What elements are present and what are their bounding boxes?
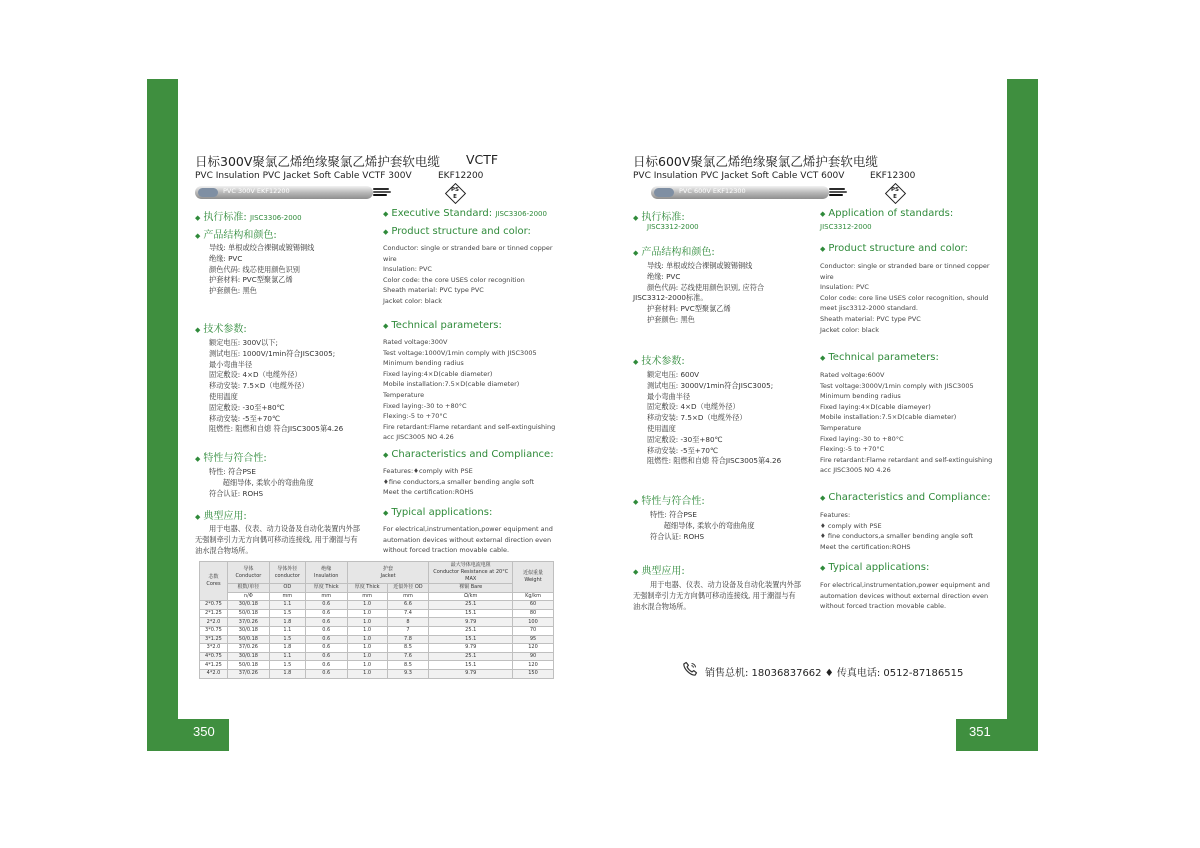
table-row: [200, 652, 554, 661]
diamond-bullet-icon: ◆: [195, 513, 201, 521]
table-header-cell: 近似重量 Weight: [513, 562, 554, 593]
table-cell: 60: [513, 601, 554, 610]
left-page-number: 350: [193, 724, 215, 739]
right-page-number: 351: [969, 724, 991, 739]
table-cell: 70: [513, 626, 554, 635]
table-cell: 8: [387, 618, 429, 627]
left-cable-wires: [373, 188, 391, 197]
left-title: 日标300V聚氯乙烯绝缘聚氯乙烯护套软电缆: [195, 154, 440, 169]
table-cell: 1.8: [269, 669, 305, 678]
table-cell: 2*2.0: [200, 618, 228, 627]
table-cell: 1.5: [269, 661, 305, 670]
table-cell: 9.3: [387, 669, 429, 678]
right-zh-standard-heading: ◆ 执行标准:: [633, 212, 685, 223]
phone-icon: [682, 661, 698, 677]
table-row: [200, 635, 554, 644]
left-zh-technical-text: 额定电压: 300V以下; 测试电压: 1000V/1min符合JISC3005; 最小弯曲半径 固定敷设: 4×D（电缆外径） 移动安装: 7.5×D（电缆外径） 使用温度 固定敷设: -30至+80℃ 移动安装: -5至+70℃ 阻燃性: 阻燃和自熄 符合JISC3005第4.26: [209, 338, 344, 434]
right-en-technical-text: Rated voltage:600V Test voltage:3000V/1min comply with JISC3005 Minimum bending radius Fixed laying:4×D(cable diameyer) Mobile installation:7.5×D(cable diameter) Temperature Fixed laying:-30 to +80°C Flexing:-5 to +70°C Fire retardant:Flame retardant and self-extinguishing acc JISC3005 NO 4.26: [820, 371, 993, 475]
left-en-structure-text: Conductor: single or stranded bare or tinned copper wire Insulation: PVC Color code: the core USES color recognition Sheath material: PVC type PVC Jacket color: black: [383, 244, 553, 305]
table-unit-cell: Ω/km: [429, 592, 513, 601]
table-cell: 30/0.18: [227, 652, 269, 661]
right-zh-characteristics-heading: ◆ 特性与符合性:: [633, 496, 705, 507]
table-unit-cell: mm: [347, 592, 387, 601]
table-cell: 15.1: [429, 661, 513, 670]
table-cell: 4*0.75: [200, 652, 228, 661]
diamond-bullet-icon: ◆: [820, 564, 826, 572]
left-zh-applications-text: 用于电器、仪表、动力设备及自动化装置内外部 无强制牵引力无方向偶可移动连接线, 用于潮湿与有 油水混合物场所。: [195, 524, 360, 555]
table-cell: 7.8: [387, 635, 429, 644]
table-cell: 0.6: [305, 652, 347, 661]
table-body: [200, 601, 554, 678]
table-header-cell: 根数/单径: [227, 584, 269, 593]
table-header-cell: 近似外径 OD: [387, 584, 429, 593]
table-unit-cell: mm: [269, 592, 305, 601]
right-zh-standard-value: JISC3312-2000: [647, 223, 699, 231]
table-cell: 2*1.25: [200, 609, 228, 618]
sales-contact: 销售总机: 18036837662 ♦ 传真电话: 0512-87186515: [705, 668, 964, 679]
diamond-bullet-icon: ◆: [820, 494, 826, 502]
table-row: [200, 609, 554, 618]
table-cell: 0.6: [305, 601, 347, 610]
left-en-structure-heading: ◆ Product structure and color:: [383, 226, 531, 237]
table-cell: 7: [387, 626, 429, 635]
left-spec-table: [199, 561, 554, 679]
table-cell: 0.6: [305, 618, 347, 627]
table-cell: 6.6: [387, 601, 429, 610]
left-en-technical-heading: ◆ Technical parameters:: [383, 320, 502, 331]
right-zh-applications-heading: ◆ 典型应用:: [633, 566, 685, 577]
table-header-cell: 导体外径 conductor: [269, 562, 305, 584]
diamond-bullet-icon: ◆: [195, 455, 201, 463]
left-page-number-tab: [147, 719, 229, 751]
table-row: [200, 618, 554, 627]
diamond-bullet-icon: ◆: [633, 498, 639, 506]
table-cell: 50/0.18: [227, 609, 269, 618]
table-cell: 50/0.18: [227, 661, 269, 670]
left-subtitle: PVC Insulation PVC Jacket Soft Cable VCTF 300V: [195, 171, 412, 181]
table-cell: 9.79: [429, 644, 513, 653]
table-cell: 37/0.26: [227, 618, 269, 627]
right-en-structure-text: Conductor: single or stranded bare or tinned copper wire Insulation: PVC Color code: core line USES color recognition, should meet jisc3312-2000 standard. Sheath material: PVC type PVC Jacket color: black: [820, 262, 990, 334]
right-cable-wires: [829, 188, 847, 197]
table-cell: 4*1.25: [200, 661, 228, 670]
table-cell: 95: [513, 635, 554, 644]
table-cell: 100: [513, 618, 554, 627]
cable-brand-logo: [198, 188, 218, 197]
diamond-bullet-icon: ◆: [195, 214, 201, 222]
right-zh-applications-text: 用于电器、仪表、动力设备及自动化装置内外部 无强制牵引力无方向偶可移动连接线, 用于潮湿与有 油水混合物场所。: [633, 580, 801, 611]
left-en-technical-text: Rated voltage:300V Test voltage:1000V/1min comply with JISC3005 Minimum bending radius Fixed laying:4×D(cable diameter) Mobile installation:7.5×D(cable diameter) Temperature Fixed laying:-30 to +80°C Flexing:-5 to +70°C Fire retardant:Flame retardant and self-extinguishing acc JISC3005 NO 4.26: [383, 338, 556, 442]
table-header-cell: 芯数 Cores: [200, 562, 228, 601]
left-zh-structure-heading: ◆ 产品结构和颜色:: [195, 230, 277, 241]
table-cell: 8.5: [387, 661, 429, 670]
diamond-bullet-icon: ◆: [383, 228, 389, 236]
left-zh-applications-heading: ◆ 典型应用:: [195, 511, 247, 522]
table-cell: 15.1: [429, 609, 513, 618]
table-cell: 1.8: [269, 618, 305, 627]
table-header-cell: 厚度 Thick: [347, 584, 387, 593]
table-cell: 120: [513, 644, 554, 653]
table-cell: 0.6: [305, 669, 347, 678]
table-cell: 0.6: [305, 644, 347, 653]
right-zh-structure-heading: ◆ 产品结构和颜色:: [633, 247, 715, 258]
cable-brand-logo: [654, 188, 674, 197]
diamond-bullet-icon: ◆: [820, 245, 826, 253]
left-green-band: [147, 79, 178, 751]
diamond-bullet-icon: ◆: [633, 214, 639, 222]
diamond-bullet-icon: ◆: [633, 568, 639, 576]
table-cell: 1.0: [347, 652, 387, 661]
right-zh-characteristics-text: 特性: 符合PSE 超细导体, 柔软小的弯曲角度 符合认证: ROHS: [650, 510, 755, 541]
table-cell: 1.8: [269, 644, 305, 653]
table-cell: 150: [513, 669, 554, 678]
table-cell: 25.1: [429, 626, 513, 635]
left-zh-structure-text: 导线: 单根或绞合裸铜或镀锡铜线 绝缘: PVC 颜色代码: 线芯使用颜色识别 护套材料: PVC型聚氯乙烯 护套颜色: 黑色: [209, 243, 315, 296]
table-header-cell: 裸铜 Bare: [429, 584, 513, 593]
table-cell: 37/0.26: [227, 669, 269, 678]
cable-print-text: PVC 300V EKF12200: [223, 187, 290, 195]
table-row: [200, 601, 554, 610]
diamond-bullet-icon: ◆: [383, 451, 389, 459]
table-cell: 90: [513, 652, 554, 661]
left-zh-characteristics-heading: ◆ 特性与符合性:: [195, 453, 267, 464]
right-zh-technical-heading: ◆ 技术参数:: [633, 356, 685, 367]
table-cell: 2*0.75: [200, 601, 228, 610]
table-header-cell: 厚度 Thick: [305, 584, 347, 593]
table-header-cell: 导体 Conductor: [227, 562, 269, 584]
left-cable-image: [195, 186, 373, 199]
right-en-characteristics-heading: ◆ Characteristics and Compliance:: [820, 492, 991, 503]
left-model-code: EKF12200: [438, 171, 484, 181]
table-cell: 30/0.18: [227, 601, 269, 610]
diamond-bullet-icon: ◆: [195, 326, 201, 334]
table-cell: 1.1: [269, 626, 305, 635]
table-row: [200, 644, 554, 653]
right-en-technical-heading: ◆ Technical parameters:: [820, 352, 939, 363]
table-unit-cell: n/Φ: [227, 592, 269, 601]
left-pse-mark-icon: PS E: [446, 184, 464, 202]
table-row: [200, 669, 554, 678]
table-unit-cell: mm: [387, 592, 429, 601]
right-subtitle: PVC Insulation PVC Jacket Soft Cable VCT 600V: [633, 171, 845, 181]
right-cable-image: [651, 186, 829, 199]
table-cell: 1.0: [347, 601, 387, 610]
table-cell: 30/0.18: [227, 626, 269, 635]
diamond-bullet-icon: ◆: [383, 210, 389, 218]
table-cell: 0.6: [305, 635, 347, 644]
right-en-characteristics-text: Features: ♦ comply with PSE ♦ fine conductors,a smaller bending angle soft Meet the certification:ROHS: [820, 511, 974, 551]
table-cell: 50/0.18: [227, 635, 269, 644]
cable-print-text: PVC 600V EKF12300: [679, 187, 746, 195]
diamond-bullet-icon: ◆: [383, 322, 389, 330]
table-unit-cell: mm: [305, 592, 347, 601]
table-subheader-row: [200, 584, 554, 593]
table-row: [200, 661, 554, 670]
table-cell: 3*2.0: [200, 644, 228, 653]
right-green-band: [1007, 79, 1038, 751]
table-cell: 7.6: [387, 652, 429, 661]
diamond-bullet-icon: ◆: [633, 249, 639, 257]
table-cell: 4*2.0: [200, 669, 228, 678]
left-zh-characteristics-text: 特性: 符合PSE 超细导体, 柔软小的弯曲角度 符合认证: ROHS: [209, 467, 314, 498]
table-cell: 80: [513, 609, 554, 618]
table-cell: 1.0: [347, 635, 387, 644]
table-cell: 1.0: [347, 618, 387, 627]
left-zh-technical-heading: ◆ 技术参数:: [195, 324, 247, 335]
table-cell: 0.6: [305, 661, 347, 670]
table-header-row: [200, 562, 554, 584]
table-cell: 0.6: [305, 609, 347, 618]
table-cell: 9.79: [429, 618, 513, 627]
right-title: 日标600V聚氯乙烯绝缘聚氯乙烯护套软电缆: [633, 154, 878, 169]
table-cell: 7.4: [387, 609, 429, 618]
table-cell: 3*0.75: [200, 626, 228, 635]
diamond-bullet-icon: ◆: [820, 210, 826, 218]
left-en-characteristics-text: Features:♦comply with PSE ♦fine conductors,a smaller bending angle soft Meet the certification:ROHS: [383, 467, 535, 497]
left-title-code: VCTF: [466, 152, 499, 167]
right-pse-mark-icon: PS E: [886, 184, 904, 202]
right-model-code: EKF12300: [870, 171, 916, 181]
left-zh-standard-heading: ◆ 执行标准: JISC3306-2000: [195, 212, 302, 223]
right-en-applications-heading: ◆ Typical applications:: [820, 562, 930, 573]
table-cell: 1.1: [269, 601, 305, 610]
right-en-standard-heading: ◆ Application of standards:: [820, 208, 954, 219]
table-cell: 1.0: [347, 661, 387, 670]
table-header-cell: 最大导体电流电阻 Conductor Resistance at 20°C MAX: [429, 562, 513, 584]
table-cell: 1.0: [347, 626, 387, 635]
table-cell: 0.6: [305, 626, 347, 635]
table-cell: 1.5: [269, 609, 305, 618]
diamond-bullet-icon: ◆: [383, 509, 389, 517]
table-header-cell: 护套 Jacket: [347, 562, 429, 584]
left-en-standard-heading: ◆ Executive Standard: JISC3306-2000: [383, 208, 547, 219]
right-en-structure-heading: ◆ Product structure and color:: [820, 243, 968, 254]
table-row: [200, 626, 554, 635]
table-cell: 3*1.25: [200, 635, 228, 644]
left-en-characteristics-heading: ◆ Characteristics and Compliance:: [383, 449, 554, 460]
table-cell: 1.0: [347, 609, 387, 618]
table-cell: 9.79: [429, 669, 513, 678]
table-cell: 1.1: [269, 652, 305, 661]
table-cell: 15.1: [429, 635, 513, 644]
table-header-cell: OD: [269, 584, 305, 593]
right-zh-structure-text: 导线: 单根或绞合裸铜或镀锡铜线 绝缘: PVC 颜色代码: 芯线使用颜色识别, 应符合 JISC3312-2000标准。 护套材料: PVC型聚氯乙烯 护套颜色: 黑色: [633, 261, 765, 324]
table-header-cell: 绝缘 Insulation: [305, 562, 347, 584]
table-cell: 8.5: [387, 644, 429, 653]
diamond-bullet-icon: ◆: [633, 358, 639, 366]
right-zh-technical-text: 额定电压: 600V 测试电压: 3000V/1min符合JISC3005; 最小弯曲半径 固定敷设: 4×D（电缆外径） 移动安装: 7.5×D（电缆外径） 使用温度 固定敷设: -30至+80℃ 移动安装: -5至+70℃ 阻燃性: 阻燃和自熄 符合JISC3005第4.26: [647, 370, 782, 466]
table-cell: 120: [513, 661, 554, 670]
diamond-bullet-icon: ◆: [820, 354, 826, 362]
diamond-bullet-icon: ◆: [195, 232, 201, 240]
table-units-row: [200, 592, 554, 601]
right-en-standard-value: JISC3312-2000: [820, 223, 872, 231]
table-cell: 1.0: [347, 669, 387, 678]
table-cell: 1.0: [347, 644, 387, 653]
table-cell: 25.1: [429, 652, 513, 661]
table-cell: 25.1: [429, 601, 513, 610]
left-en-applications-text: For electrical,instrumentation,power equipment and automation devices without external direction even without forced traction movable cable.: [383, 525, 553, 555]
table-cell: 1.5: [269, 635, 305, 644]
table-cell: 37/0.26: [227, 644, 269, 653]
table-unit-cell: Kg/km: [513, 592, 554, 601]
left-en-applications-heading: ◆ Typical applications:: [383, 507, 493, 518]
right-en-applications-text: For electrical,instrumentation,power equipment and automation devices without external direction even without forced traction movable cable.: [820, 581, 990, 611]
